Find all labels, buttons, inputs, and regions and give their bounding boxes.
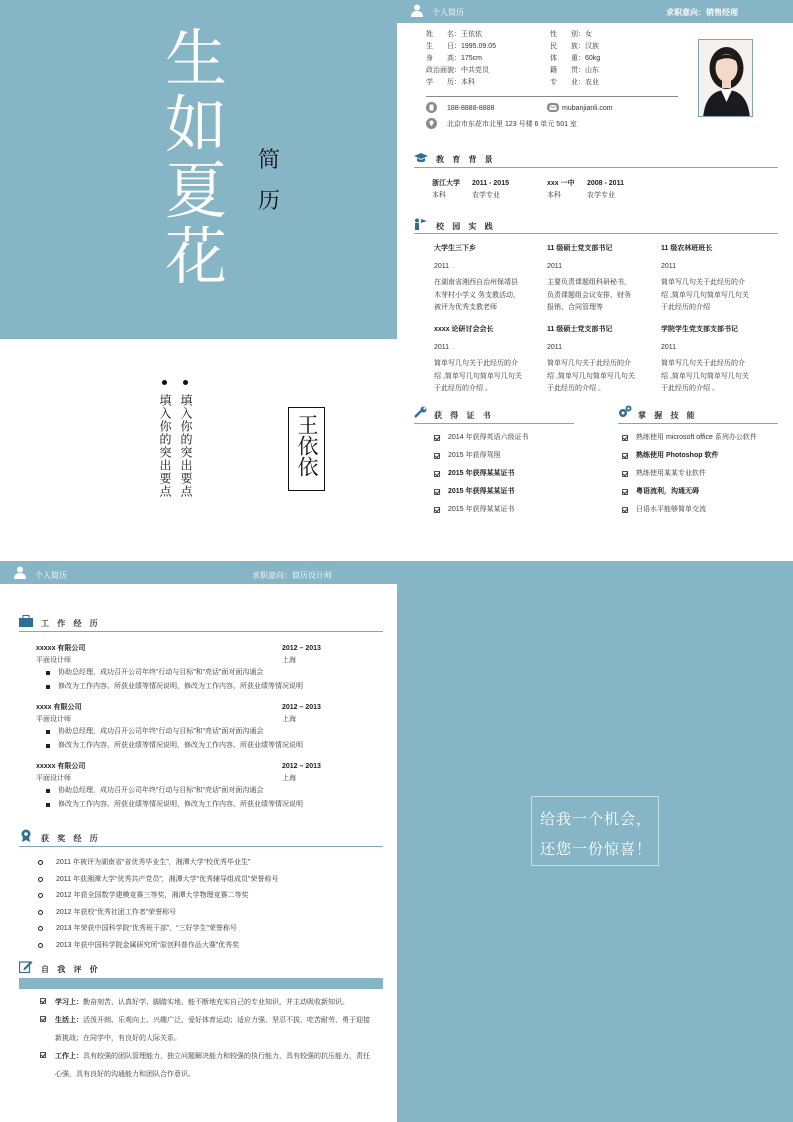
profile-photo	[698, 39, 753, 117]
email-text: mubanjianli.com	[562, 105, 613, 112]
award-item: 2012 年获全国数学建模竞赛三等奖，湘潭大学物理竞赛二等奖	[38, 891, 278, 908]
self-item: 学习上：勤奋刻苦、认真好学、脚踏实地、能不断地充实自己的专业知识，并主动吸收新知识。	[40, 994, 375, 1012]
work-divider	[19, 631, 383, 632]
cover-subtitle-char: 简	[258, 147, 281, 172]
certs-divider	[414, 423, 574, 424]
self-item: 生活上：活泼开朗、乐观向上、兴趣广泛、爱好体育运动；适应力强、坚忍不拔、吃苦耐劳、勇于迎接新挑战；在同学中，有良好的人际关系。	[40, 1012, 375, 1048]
wrench-icon	[414, 406, 428, 418]
cover-subtitle	[258, 136, 280, 218]
skills-list	[622, 433, 757, 523]
campus-item: 11 级硕士党支部书记 2011 简单写几句关于此经历的介绍 ,简单写几句简单写几句关于此经历的介绍 。	[547, 326, 635, 392]
education-item: xxx 一中 2008 - 2011 本科 农学专业	[547, 180, 624, 199]
awards-list	[38, 858, 278, 957]
campus-title: 校 园 实 践	[436, 222, 496, 231]
award-item: 2013 年获中国科学院金属研究所“原创科普作品大赛”优秀奖	[38, 941, 278, 958]
profile-row: 籍 贯：山东	[550, 67, 599, 74]
cover-title	[165, 22, 235, 293]
cover-hint-column: 填入你的突出要点	[179, 394, 193, 498]
skill-item: 粤语流利，沟通无碍	[622, 487, 757, 505]
header-section-label: 个人简历	[432, 8, 464, 17]
cover-subtitle-char: 历	[258, 188, 281, 213]
work-title: 工 作 经 历	[41, 619, 101, 628]
award-item: 2013 年荣获中国科学院“优秀班干部”，“三好学生”荣誉称号	[38, 924, 278, 941]
profile-row: 政治面貌：中共党员	[426, 67, 489, 74]
cover-name: 王依依	[295, 414, 318, 477]
skills-divider	[618, 423, 778, 424]
education-divider	[414, 167, 778, 168]
person-icon	[411, 4, 423, 17]
skill-item: 熟练使用 Photoshop 软件	[622, 451, 757, 469]
self-item: 工作上：具有较强的团队管理能力，独立问题解决能力和较强的执行能力，具有较强的抗压能力，责任心强，具有良好的沟通能力和团队合作意识。	[40, 1048, 375, 1084]
gears-icon	[618, 405, 632, 418]
cert-item: 2015 年获得某某证书	[434, 505, 529, 523]
education-item: 浙江大学 2011 - 2015 本科 农学专业	[432, 180, 509, 199]
closing-line: 还您一份惊喜！	[540, 841, 653, 858]
medal-icon	[20, 829, 32, 842]
work-item: xxxxx 有限公司 2012 – 2013 平面设计师 上海 协助总经理，成功召开公司年终“行动与目标”和“亮话”面对面沟通会 修改为工作内容、所获业绩等情况说明，修改为工作内容、所获业绩等情况说明	[36, 763, 321, 808]
campus-item: 11 级硕士党支部书记 2011 主要负责课题组科研秘书，负责课题组会议安排、财务报销、合同管理等	[547, 245, 631, 311]
graduation-cap-icon	[414, 152, 428, 163]
flag-icon	[414, 218, 428, 230]
campus-item: 11 级农林班班长 2011 简单写几句关于此经历的介绍 ,简单写几句简单写几句关于此经历的介绍	[661, 245, 749, 311]
campus-divider	[414, 233, 778, 234]
awards-divider	[19, 846, 383, 847]
campus-item: 学院学生党支部支部书记 2011 简单写几句关于此经历的介绍 ,简单写几句简单写几句关于此经历的介绍 。	[661, 326, 749, 392]
profile-row: 性 别：女	[550, 31, 592, 38]
self-bar	[19, 978, 383, 989]
phone-icon	[426, 102, 437, 113]
person-icon	[14, 566, 26, 579]
profile-row: 姓 名：王依依	[426, 31, 482, 38]
award-item: 2011 年获湘潭大学“优秀共产党员”，湘潭大学“优秀辅导组成员”荣誉称号	[38, 875, 278, 892]
certs-title: 获 得 证 书	[434, 411, 494, 420]
closing-line: 给我一个机会，	[540, 811, 653, 828]
bullet-dot	[162, 380, 167, 385]
email-icon	[547, 103, 559, 112]
work-item: xxxx 有限公司 2012 – 2013 平面设计师 上海 协助总经理，成功召开公司年终“行动与目标”和“亮话”面对面沟通会 修改为工作内容、所获业绩等情况说明，修改为工作内容、所获业绩等情况说明	[36, 704, 321, 749]
profile-row: 身 高：175cm	[426, 55, 483, 62]
cover-hint-column: 填入你的突出要点	[158, 394, 172, 498]
cert-item: 2015 年获得某某证书	[434, 487, 529, 505]
award-item: 2011 年被评为湖南省“省优秀毕业生”，湘潭大学“校优秀毕业生”	[38, 858, 278, 875]
cover-title-char: 花	[165, 220, 228, 293]
cert-item: 2015 年获得驾照	[434, 451, 529, 469]
skills-title: 掌 握 技 能	[638, 411, 698, 420]
cert-item: 2015 年获得某某证书	[434, 469, 529, 487]
cover-title-char: 夏	[165, 154, 228, 227]
skill-item: 熟练使用 microsoft office 系列办公软件	[622, 433, 757, 451]
skill-item: 日语水平能够简单交流	[622, 505, 757, 523]
header-job-intent: 求职意向：销售经理	[666, 8, 738, 17]
awards-title: 获 奖 经 历	[41, 834, 101, 843]
profile-row: 生 日：1995.09.05	[426, 43, 497, 50]
cover-title-char: 如	[165, 88, 228, 161]
profile-left	[426, 29, 496, 89]
cert-item: 2014 年获得英语六级证书	[434, 433, 529, 451]
skill-item: 熟练使用某某专业软件	[622, 469, 757, 487]
profile-row: 民 族：汉族	[550, 43, 599, 50]
edit-icon	[19, 960, 33, 973]
education-title: 教 育 背 景	[436, 155, 496, 164]
campus-item: 大学生三下乡 2011 在湖南省湘西自治州保靖县木芽村小学义 务支教活动，被评为优秀支教老师	[434, 245, 520, 311]
phone-text: 188-8888-8888	[447, 105, 495, 112]
award-item: 2012 年获校“优秀社团工作者”荣誉称号	[38, 908, 278, 925]
bullet-dot	[183, 380, 188, 385]
profile-row: 专 业：农业	[550, 79, 599, 86]
campus-item: xxxx 论研讨会会长 2011 简单写几句关于此经历的介绍 ,简单写几句简单写几句关于此经历的介绍 。	[434, 326, 522, 392]
location-icon	[426, 118, 437, 129]
profile-row: 学 历：本科	[426, 79, 475, 86]
briefcase-icon	[19, 615, 33, 627]
profile-right	[550, 29, 600, 89]
work-item: xxxxx 有限公司 2012 – 2013 平面设计师 上海 协助总经理，成功召开公司年终“行动与目标”和“亮话”面对面沟通会 修改为工作内容、所获业绩等情况说明，修改为工作内容、所获业绩等情况说明	[36, 645, 321, 690]
profile-divider	[426, 96, 678, 97]
cover-title-char: 生	[165, 22, 228, 95]
profile-row: 体 重：60kg	[550, 55, 601, 62]
header-section-label: 个人简历	[35, 571, 67, 580]
address-text: 北京市东花市北里 123 号楼 6 单元 501 室	[447, 121, 577, 128]
certs-list	[434, 433, 529, 523]
header-job-intent: 求职意向：简历设计师	[252, 571, 332, 580]
self-title: 自 我 评 价	[41, 965, 101, 974]
